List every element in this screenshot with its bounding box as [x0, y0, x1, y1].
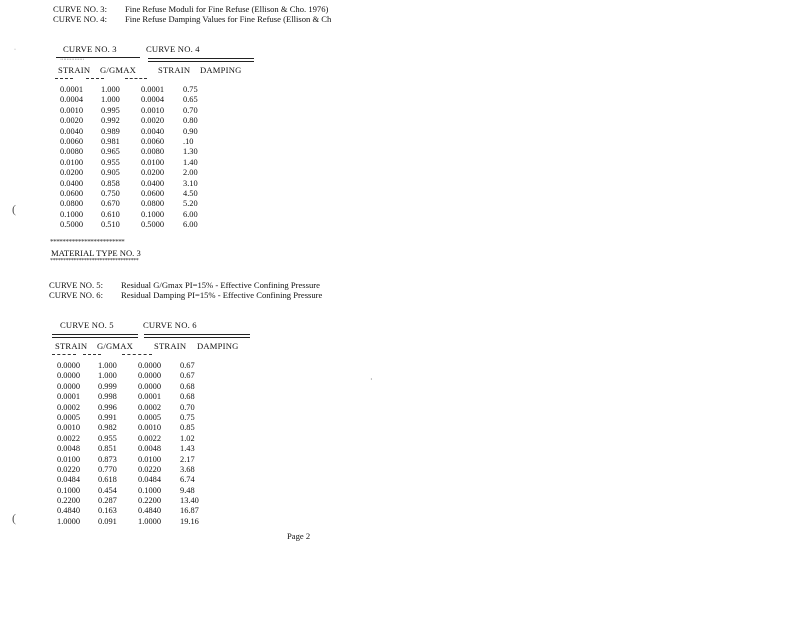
table-cell: 0.0048 — [57, 444, 81, 454]
table-cell: 0.0080 — [141, 147, 165, 157]
col-rule — [55, 78, 73, 79]
table-cell: 0.0048 — [138, 444, 162, 454]
table-row — [60, 127, 223, 137]
table-cell: 6.00 — [183, 220, 198, 230]
header-rule — [148, 58, 254, 59]
curve-6-label: CURVE NO. 6: — [49, 290, 103, 300]
table-cell: 0.851 — [98, 444, 117, 454]
table-row — [60, 116, 223, 126]
margin-dot: · — [370, 375, 373, 384]
table-cell: 0.68 — [180, 392, 195, 402]
table-cell: 0.750 — [101, 188, 120, 198]
table-row — [60, 95, 223, 105]
table-cell: 5.20 — [183, 199, 198, 209]
table-row — [57, 465, 220, 475]
table-cell: 0.0000 — [138, 371, 162, 381]
table-cell: 0.0022 — [138, 433, 162, 443]
table-cell: 0.965 — [101, 147, 120, 157]
table-row — [57, 434, 220, 444]
table-cell: 0.4840 — [57, 506, 81, 516]
table-cell: 0.0040 — [60, 126, 84, 136]
table-cell: 0.0010 — [141, 105, 165, 115]
table-cell: 6.00 — [183, 209, 198, 219]
table-cell: 0.873 — [98, 454, 117, 464]
table-cell: 0.0484 — [138, 475, 162, 485]
table-cell: 1.0000 — [57, 516, 81, 526]
table-cell: 0.1000 — [57, 485, 81, 495]
table-cell: 0.996 — [98, 402, 117, 412]
table-cell: 0.0100 — [57, 454, 81, 464]
page-number: Page 2 — [287, 531, 311, 541]
table-cell: 0.5000 — [141, 220, 165, 230]
table-row — [57, 403, 220, 413]
table-cell: 0.454 — [98, 485, 117, 495]
col-rule — [125, 78, 147, 79]
table-cell: 0.70 — [183, 105, 198, 115]
table-cell: 0.1000 — [141, 209, 165, 219]
table-cell: 0.0001 — [60, 85, 84, 94]
table-cell: 0.0100 — [60, 157, 84, 167]
group-header-curve-4: CURVE NO. 4 — [146, 44, 200, 54]
decor-stars: ********************************** — [50, 258, 139, 264]
table-cell: 0.90 — [183, 126, 198, 136]
table-cell: 6.74 — [180, 475, 195, 485]
table-cell: 1.000 — [101, 95, 120, 105]
table-row — [57, 392, 220, 402]
table-cell: 0.0004 — [141, 95, 165, 105]
table-cell: 0.0400 — [141, 178, 165, 188]
curve-3-title — [53, 4, 328, 14]
table-cell: 0.0020 — [141, 116, 165, 126]
header-rule — [52, 337, 138, 338]
decor-stars: ************************ — [50, 238, 125, 246]
table-cell: 0.0600 — [141, 188, 165, 198]
table-cell: 1.30 — [183, 147, 198, 157]
table-cell: 1.43 — [180, 444, 195, 454]
col-header-ggmax-1: G/GMAX — [100, 65, 137, 75]
table-cell: 0.0002 — [138, 402, 162, 412]
col-header-strain-4: STRAIN — [154, 341, 187, 351]
hole-punch-mark: ( — [12, 202, 16, 216]
table-cell: 0.0004 — [60, 95, 84, 105]
curve-5-6-table — [57, 361, 220, 527]
col-header-strain-2: STRAIN — [158, 65, 191, 75]
table-cell: 13.40 — [180, 496, 199, 506]
table-cell: 0.991 — [98, 412, 117, 422]
table-row — [60, 106, 223, 116]
col-header-ggmax-2: G/GMAX — [97, 341, 134, 351]
table-row — [57, 517, 220, 527]
table-cell: 2.00 — [183, 168, 198, 178]
col-rule — [122, 354, 152, 355]
table-cell: 0.67 — [180, 361, 195, 370]
table-row — [60, 199, 223, 209]
col-header-strain-3: STRAIN — [55, 341, 88, 351]
curve-3-label: CURVE NO. 3: — [53, 4, 107, 14]
table-cell: 0.610 — [101, 209, 120, 219]
table-cell: 0.998 — [98, 392, 117, 402]
table-cell: 0.1000 — [60, 209, 84, 219]
table-cell: 0.0001 — [138, 392, 162, 402]
table-cell: 0.999 — [98, 381, 117, 391]
hole-punch-mark: ( — [12, 511, 16, 525]
table-row — [57, 423, 220, 433]
table-cell: 4.50 — [183, 188, 198, 198]
table-cell: 0.4840 — [138, 506, 162, 516]
table-cell: 1.000 — [98, 371, 117, 381]
table-row — [60, 85, 223, 95]
decor-dots: ··············· — [60, 57, 84, 63]
table-cell: 0.0005 — [57, 412, 81, 422]
table-cell: 0.0100 — [141, 157, 165, 167]
table-cell: 0.163 — [98, 506, 117, 516]
table-cell: 1.0000 — [138, 516, 162, 526]
table-cell: 0.905 — [101, 168, 120, 178]
curve-4-desc: Fine Refuse Damping Values for Fine Refuse (Ellison & Ch — [125, 14, 332, 24]
table-cell: 0.0200 — [60, 168, 84, 178]
table-row — [57, 496, 220, 506]
table-cell: 0.858 — [101, 178, 120, 188]
table-cell: 0.0001 — [141, 85, 165, 94]
table-cell: 0.0040 — [141, 126, 165, 136]
table-cell: 1.40 — [183, 157, 198, 167]
table-cell: 0.68 — [180, 381, 195, 391]
table-cell: 0.670 — [101, 199, 120, 209]
table-cell: 0.0080 — [60, 147, 84, 157]
table-cell: 0.287 — [98, 496, 117, 506]
table-cell: 0.989 — [101, 126, 120, 136]
table-cell: 0.510 — [101, 220, 120, 230]
col-header-damping-2: DAMPING — [197, 341, 239, 351]
col-rule — [83, 354, 101, 355]
table-cell: 0.0800 — [141, 199, 165, 209]
table-cell: 0.981 — [101, 136, 120, 146]
table-cell: 1.02 — [180, 433, 195, 443]
table-cell: 2.17 — [180, 454, 195, 464]
table-cell: 0.0400 — [60, 178, 84, 188]
table-cell: 0.70 — [180, 402, 195, 412]
table-row — [57, 413, 220, 423]
table-cell: 0.0200 — [141, 168, 165, 178]
table-row — [57, 475, 220, 485]
table-cell: 1.000 — [98, 361, 117, 370]
table-row — [57, 444, 220, 454]
table-cell: 0.0000 — [138, 361, 162, 370]
table-cell: 0.75 — [183, 85, 198, 94]
table-cell: 0.0060 — [141, 136, 165, 146]
table-cell: 0.618 — [98, 475, 117, 485]
table-cell: 0.0001 — [57, 392, 81, 402]
table-cell: 0.67 — [180, 371, 195, 381]
table-row — [57, 371, 220, 381]
curve-3-desc: Fine Refuse Moduli for Fine Refuse (Ellison & Cho. 1976) — [125, 4, 329, 14]
table-cell: 0.0000 — [138, 381, 162, 391]
table-cell: 0.0005 — [138, 412, 162, 422]
table-cell: 0.0000 — [57, 371, 81, 381]
table-cell: 0.0220 — [57, 464, 81, 474]
table-cell: 0.0800 — [60, 199, 84, 209]
table-row — [60, 168, 223, 178]
group-header-curve-3: CURVE NO. 3 — [63, 44, 117, 54]
table-cell: 0.75 — [180, 412, 195, 422]
table-row — [60, 147, 223, 157]
table-cell: 0.992 — [101, 116, 120, 126]
table-cell: 0.80 — [183, 116, 198, 126]
header-rule — [148, 61, 254, 62]
table-row — [57, 361, 220, 371]
table-cell: 1.000 — [101, 85, 120, 94]
table-row — [57, 486, 220, 496]
header-rule — [52, 334, 138, 335]
table-cell: 0.0600 — [60, 188, 84, 198]
table-cell: 0.0484 — [57, 475, 81, 485]
col-header-strain-1: STRAIN — [58, 65, 91, 75]
table-cell: 16.87 — [180, 506, 199, 516]
table-cell: 0.955 — [98, 433, 117, 443]
table-row — [57, 382, 220, 392]
curve-5-desc: Residual G/Gmax PI=15% - Effective Confining Pressure — [121, 280, 320, 290]
table-cell: 0.0010 — [57, 423, 81, 433]
table-cell: 0.995 — [101, 105, 120, 115]
header-rule — [144, 334, 250, 335]
table-cell: 9.48 — [180, 485, 195, 495]
margin-dot: · — [14, 47, 16, 53]
curve-4-title — [53, 14, 331, 24]
table-cell: 0.0000 — [57, 381, 81, 391]
curve-4-label: CURVE NO. 4: — [53, 14, 107, 24]
table-cell: 0.0000 — [57, 361, 81, 370]
header-rule — [144, 337, 250, 338]
table-cell: 0.0020 — [60, 116, 84, 126]
table-cell: 0.0010 — [138, 423, 162, 433]
table-cell: 0.0002 — [57, 402, 81, 412]
table-cell: 0.0010 — [60, 105, 84, 115]
table-row — [60, 220, 223, 230]
table-row — [60, 210, 223, 220]
table-cell: 0.2200 — [138, 496, 162, 506]
table-cell: 0.85 — [180, 423, 195, 433]
table-row — [60, 179, 223, 189]
col-rule — [86, 78, 104, 79]
table-cell: 0.955 — [101, 157, 120, 167]
table-row — [57, 455, 220, 465]
table-row — [57, 506, 220, 516]
curve-5-title — [49, 280, 320, 290]
table-cell: 3.10 — [183, 178, 198, 188]
table-cell: 0.091 — [98, 516, 117, 526]
table-cell: 0.982 — [98, 423, 117, 433]
table-cell: 0.65 — [183, 95, 198, 105]
table-cell: 0.2200 — [57, 496, 81, 506]
curve-3-4-table — [60, 85, 223, 230]
curve-6-title — [49, 290, 322, 300]
table-cell: 0.0220 — [138, 464, 162, 474]
table-row — [60, 137, 223, 147]
curve-5-label: CURVE NO. 5: — [49, 280, 103, 290]
table-cell: 0.0022 — [57, 433, 81, 443]
table-cell: .10 — [183, 136, 194, 146]
table-cell: 0.5000 — [60, 220, 84, 230]
col-rule — [52, 354, 76, 355]
table-cell: 0.0100 — [138, 454, 162, 464]
curve-6-desc: Residual Damping PI=15% - Effective Confining Pressure — [121, 290, 323, 300]
table-cell: 0.0060 — [60, 136, 84, 146]
table-cell: 0.770 — [98, 464, 117, 474]
table-cell: 19.16 — [180, 516, 199, 526]
material-title: MATERIAL TYPE NO. 3 — [51, 248, 141, 258]
group-header-curve-6: CURVE NO. 6 — [143, 320, 197, 330]
group-header-curve-5: CURVE NO. 5 — [60, 320, 114, 330]
table-row — [60, 158, 223, 168]
table-cell: 3.68 — [180, 464, 195, 474]
table-row — [60, 189, 223, 199]
table-cell: 0.1000 — [138, 485, 162, 495]
col-header-damping-1: DAMPING — [200, 65, 242, 75]
